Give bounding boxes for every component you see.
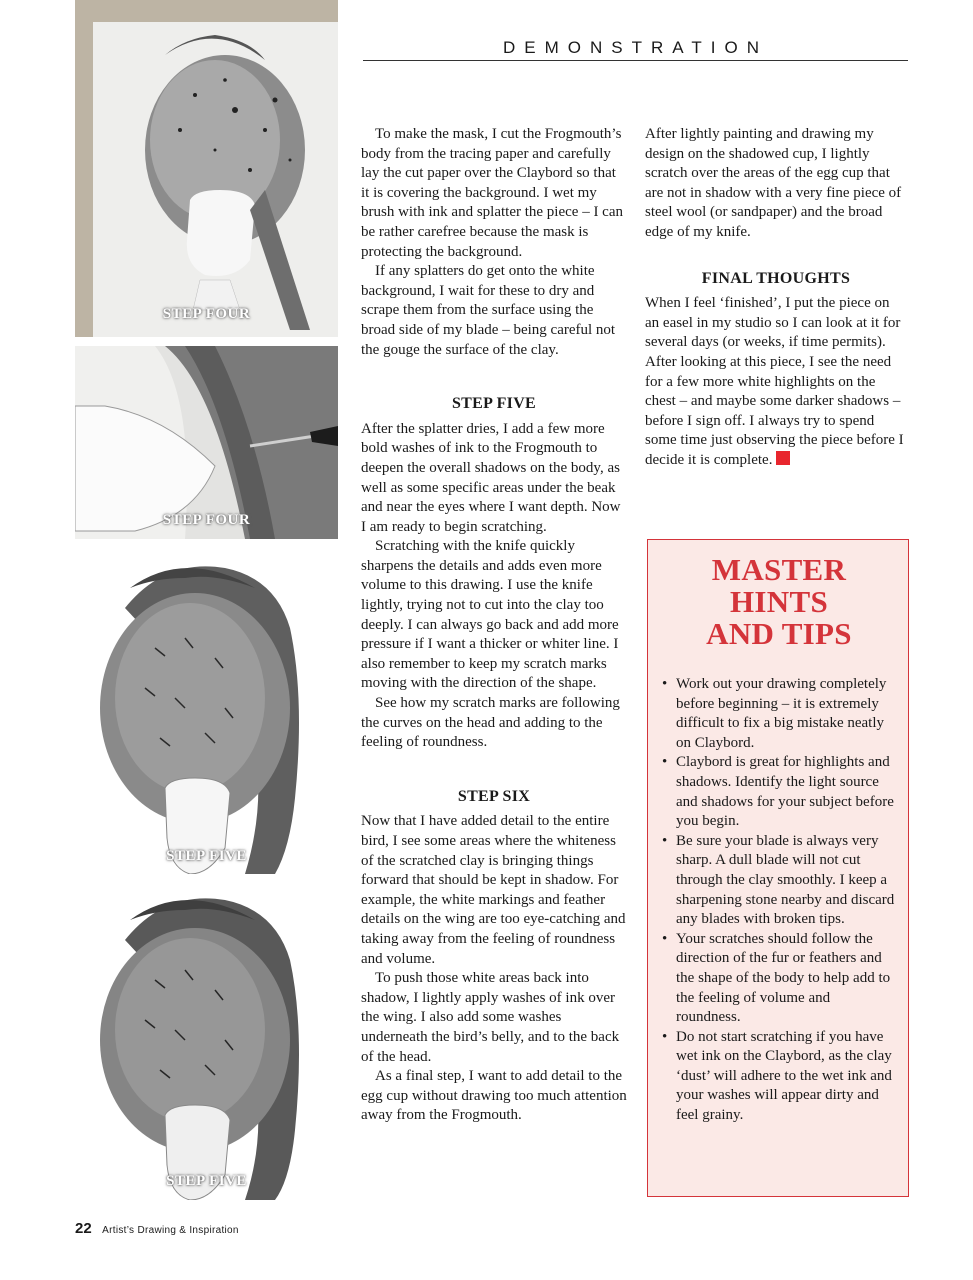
tip-item: • Claybord is great for highlights and shadows. Identify the light source and shadows for your subject before you begin. [662,753,896,831]
step-five-image-2 [75,880,338,1200]
page-footer [75,1220,239,1238]
paragraph: Scratching with the knife quickly sharpens the details and adds even more volume to this drawing. I use the knife lightly, trying not to cut into the clay too deeply. I can always go back and add more pressure if I want a thicker or whiter line. I also remember to keep my scratch marks moving with the direction of the shape. [361,538,619,692]
image-caption: STEP FOUR [162,512,251,528]
frogmouth-final-illustration [75,880,338,1200]
image-caption: STEP FIVE [166,1173,247,1189]
master-hints-box [647,539,909,1197]
paragraph [645,294,907,470]
paragraph: See how my scratch marks are following the curves on the head and adding to the feeling of roundness. [361,695,620,751]
image-caption: STEP FOUR [162,306,251,322]
step-six-heading: STEP SIX [457,787,531,805]
frogmouth-illustration [75,548,338,874]
paragraph: After the splatter dries, I add a few more bold washes of ink to the Frogmouth to deepen the overall shadows on the body, as well as some specific areas under the beak and near the eyes where I want depth. Now I am ready to begin scratching. [361,420,621,535]
tips-title-line: HINTS [730,584,828,619]
article-column-2 [645,125,907,471]
step-four-image-2 [75,346,338,539]
end-of-article-mark [776,451,790,465]
paragraph: As a final step, I want to add detail to the egg cup without drawing too much attention away from the Frogmouth. [361,1068,627,1124]
tip-item: • Be sure your blade is always very sharp. A dull blade will not cut through the clay smoothly. I keep a sharpening stone nearby and discard any blades with broken tips. [662,832,896,930]
tip-item: • Work out your drawing completely before beginning – it is extremely difficult to fix a big mistake neatly on Claybord. [662,675,896,753]
step-five-image-1 [75,548,338,874]
magazine-name: Artist’s Drawing & Inspiration [102,1225,239,1236]
section-title: DEMONSTRATION [503,38,768,57]
knife-scratching-illustration [75,346,338,539]
image-caption: STEP FIVE [166,848,247,864]
tip-item: • Do not start scratching if you have wet ink on the Claybord, as the clay ‘dust’ will adhere to the wet ink and your washes will appear dirty and feel grainy. [662,1028,896,1126]
tip-item: • Your scratches should follow the direction of the fur or feathers and the shape of the body to help add to the feeling of volume and roundness. [662,930,896,1028]
final-thoughts-text: When I feel ‘finished’, I put the piece on an easel in my studio so I can look at it for several days (or weeks, if time permits). After looking at this piece, I see the need for a few more white highlights on the chest – and maybe some darker shadows – before I sign off. I always try to spend some time just observing the piece before I decide it is complete. [645,295,904,468]
paragraph: After lightly painting and drawing my design on the shadowed cup, I lightly scratch over the areas of the egg cup that are not in shadow with a very fine piece of steel wool (or sandpaper) and the broad edge of my knife. [645,126,902,240]
tips-title [662,554,896,650]
paragraph: To push those white areas back into shadow, I lightly apply washes of ink over the wing. I also add some washes underneath the bird’s belly, and to the back of the head. [361,970,620,1065]
page-number: 22 [75,1220,92,1237]
tips-title-line: AND TIPS [706,616,852,651]
bird-splatter-illustration [75,0,338,337]
section-header [363,38,908,61]
step-five-heading: STEP FIVE [451,395,537,413]
step-four-image-1 [75,0,338,337]
article-column-1 [361,125,627,1126]
tips-title-line: MASTER [711,552,847,587]
paragraph: If any splatters do get onto the white background, I wait for these to dry and scrape them from the surface using the broad side of my blade – being careful not the gouge the surface of the clay. [361,263,616,358]
tips-list [662,675,896,1126]
final-thoughts-heading: FINAL THOUGHTS [701,269,851,287]
paragraph: To make the mask, I cut the Frogmouth’s body from the tracing paper and carefully lay the cut paper over the Claybord so that it is covering the background. I wet my brush with ink and splatter the piece – I can be rather carefree because the mask is protecting the background. [361,126,624,260]
paragraph: Now that I have added detail to the entire bird, I see some areas where the whiteness of the scratched clay is bringing things forward that should be kept in shadow. For example, the white markings and feather details on the wing are too eye-catching and taking away from the feeling of roundness and volume. [361,813,626,967]
